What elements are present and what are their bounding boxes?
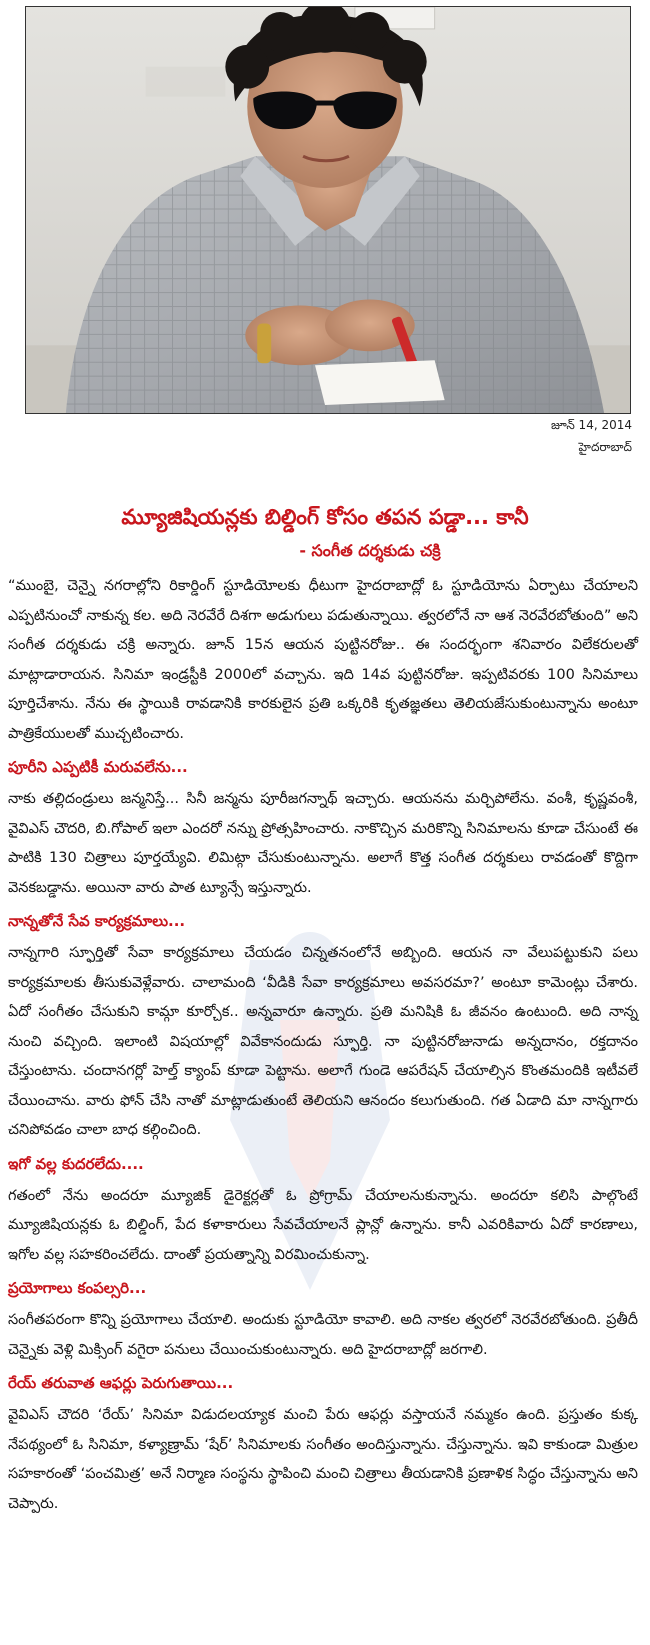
portrait-illustration	[26, 7, 630, 413]
section-paragraph: నాకు తల్లిదండ్రులు జన్మనిస్తే... సినీ జన్మను పూరీజగన్నాథ్ ఇచ్చారు. ఆయనను మర్చిపోలేను. వంశీ, కృష్ణవంశీ, వైవిఎస్ చౌదరి, బి.గోపాల్ ఇలా ఎందరో నన్ను ప్రోత్సహించారు. నాకొచ్చిన మరికొన్ని సినిమాలను కూడా చేసుంటే ఈ పాటికి 130 చిత్రాలు పూర్తయ్యేవి. లిమిట్గా చేసుకుంటున్నాను. అలాగే కొత్త సంగీత దర్శకులు రావడంతో కొద్దిగా వెనకబడ్డాను. అయినా వారు పాత ట్యూన్సే ఇస్తున్నారు.	[8, 791, 638, 896]
article-date: జూన్ 14, 2014	[550, 418, 632, 432]
section-paragraph: గతంలో నేను అందరూ మ్యూజిక్ డైరెక్టర్లతో ఓ ప్రోగ్రామ్ చేయాలనుకున్నాను. అందరూ కలిసి పాల్గొంటే మ్యూజిషియన్లకు ఓ బిల్డింగ్, పేద కళాకారులు సేవచేయాలనే ప్లాన్లో ఉన్నాను. కానీ ఎవరికివారు ఏదో కారణాలు, ఇగోల వల్ల సహకరించలేదు. దాంతో ప్రయత్నాన్ని విరమించుకున్నా.	[8, 1187, 638, 1263]
section-heading: నాన్నతోనే సేవ కార్యక్రమాలు...	[8, 912, 186, 930]
section-heading: రేయ్ తరువాత ఆఫర్లు పెరుగుతాయి...	[8, 1374, 234, 1392]
intro-paragraph: “ముంబై, చెన్నై నగరాల్లోని రికార్డింగ్ స్టూడియోలకు ధీటుగా హైదరాబాద్లో ఓ స్టూడియోను ఏర్పాటు చేయాలని ఎప్పటినుంచో నాకున్న కల. అది నెరవేరే దిశగా అడుగులు పడుతున్నాయి. త్వరలోనే నా ఆశ నెరవేరబోతుంది” అని సంగీత దర్శకుడు చక్రి అన్నారు. జూన్ 15న ఆయన పుట్టినరోజు.. ఈ సందర్భంగా శనివారం విలేకరులతో మాట్లాడారాయన. సినిమా ఇండ్రస్టీకి 2000లో వచ్చాను. ఇది 14వ పుట్టినరోజు. ఇప్పటివరకు 100 సినిమాలు పూర్తిచేశాను. నేను ఈ స్థాయికి రావడానికి కారకులైన ప్రతి ఒక్కరికి కృతజ్ఞతలు తెలియజేసుకుంటున్నాను అంటూ పాత్రికేయులతో ముచ్చటించారు.	[8, 578, 638, 742]
section-paragraph: సంగీతపరంగా కొన్ని ప్రయోగాలు చేయాలి. అందుకు స్టూడియో కావాలి. అది నాకల త్వరలో నెరవేరబోతుంది. ప్రతీదీ చెన్నైకు వెళ్లి మిక్సింగ్ వగైరా పనులు చేయించుకుంటున్నారు. అది హైదరాబాద్లో జరగాలి.	[8, 1312, 638, 1358]
article-body	[8, 572, 638, 1519]
headline: మ్యూజిషియన్లకు బిల్డింగ్ కోసం తపన పడ్డా... కానీ	[121, 505, 529, 529]
section-heading: ప్రయోగాలు కంపల్సరి...	[8, 1279, 147, 1297]
byline: - సంగీత దర్శకుడు చక్రి	[299, 541, 441, 560]
article-place: హైదరాబాద్	[578, 440, 632, 454]
section-heading: ఇగో వల్ల కుదరలేదు....	[8, 1154, 144, 1173]
section-paragraph: వైవిఎస్ చౌదరి ‘రేయ్’ సినిమా విడుదలయ్యాక మంచి పేరు ఆఫర్లు వస్తాయనే నమ్మకం ఉంది. ప్రస్తుతం కుక్క నేపథ్యంలో ఓ సినిమా, కళ్యాణ్రామ్ ‘షేర్’ సినిమాలకు సంగీతం అందిస్తున్నాను. చేస్తున్నాను. ఇవి కాకుండా మిత్రుల సహకారంతో ‘పంచమిత్ర’ అనే నిర్మాణ సంస్థను స్థాపించి మంచి చిత్రాలు తీయడానికి ప్రణాళిక సిద్ధం చేస్తున్నాను అని చెప్పారు.	[8, 1407, 638, 1512]
section-heading: పూరీని ఎప్పటికీ మరువలేను...	[8, 758, 188, 776]
section-paragraph: నాన్నగారి స్ఫూర్తితో సేవా కార్యక్రమాలు చేయడం చిన్నతనంలోనే అబ్బింది. ఆయన నా వేలుపట్టుకుని పలు కార్యక్రమాలకు తీసుకువెళ్లేవారు. చాలామంది ‘వీడికి సేవా కార్యక్రమాలు అవసరమా?’ అంటూ కామెంట్లు చేశారు. ఏదో సంగీతం చేసుకుని కామ్గా కూర్చోక.. అన్నవారూ ఉన్నారు. ప్రతి మనిషికి ఓ జీవనం ఉంటుంది. అది నాన్న నుంచి వచ్చింది. ఇలాంటి విషయాల్లో వివేకానందుడు స్ఫూర్తి. నా పుట్టినరోజునాడు అన్నదానం, రక్తదానం చేస్తుంటాను. చందానగర్లో హెల్త్ క్యాంప్ కూడా పెట్టాను. అలాగే గుండె ఆపరేషన్ చేయాల్సిన కొంతమందికి ఇటీవలే చేయించాను. వారు ఫోన్ చేసి నాతో మాట్లాడుతుంటే తెలియని ఆనందం కలుగుతుంది. గత ఏడాది మా నాన్నగారు చనిపోవడం చాలా బాధ కల్గించింది.	[8, 945, 638, 1138]
article-photo	[25, 6, 631, 414]
